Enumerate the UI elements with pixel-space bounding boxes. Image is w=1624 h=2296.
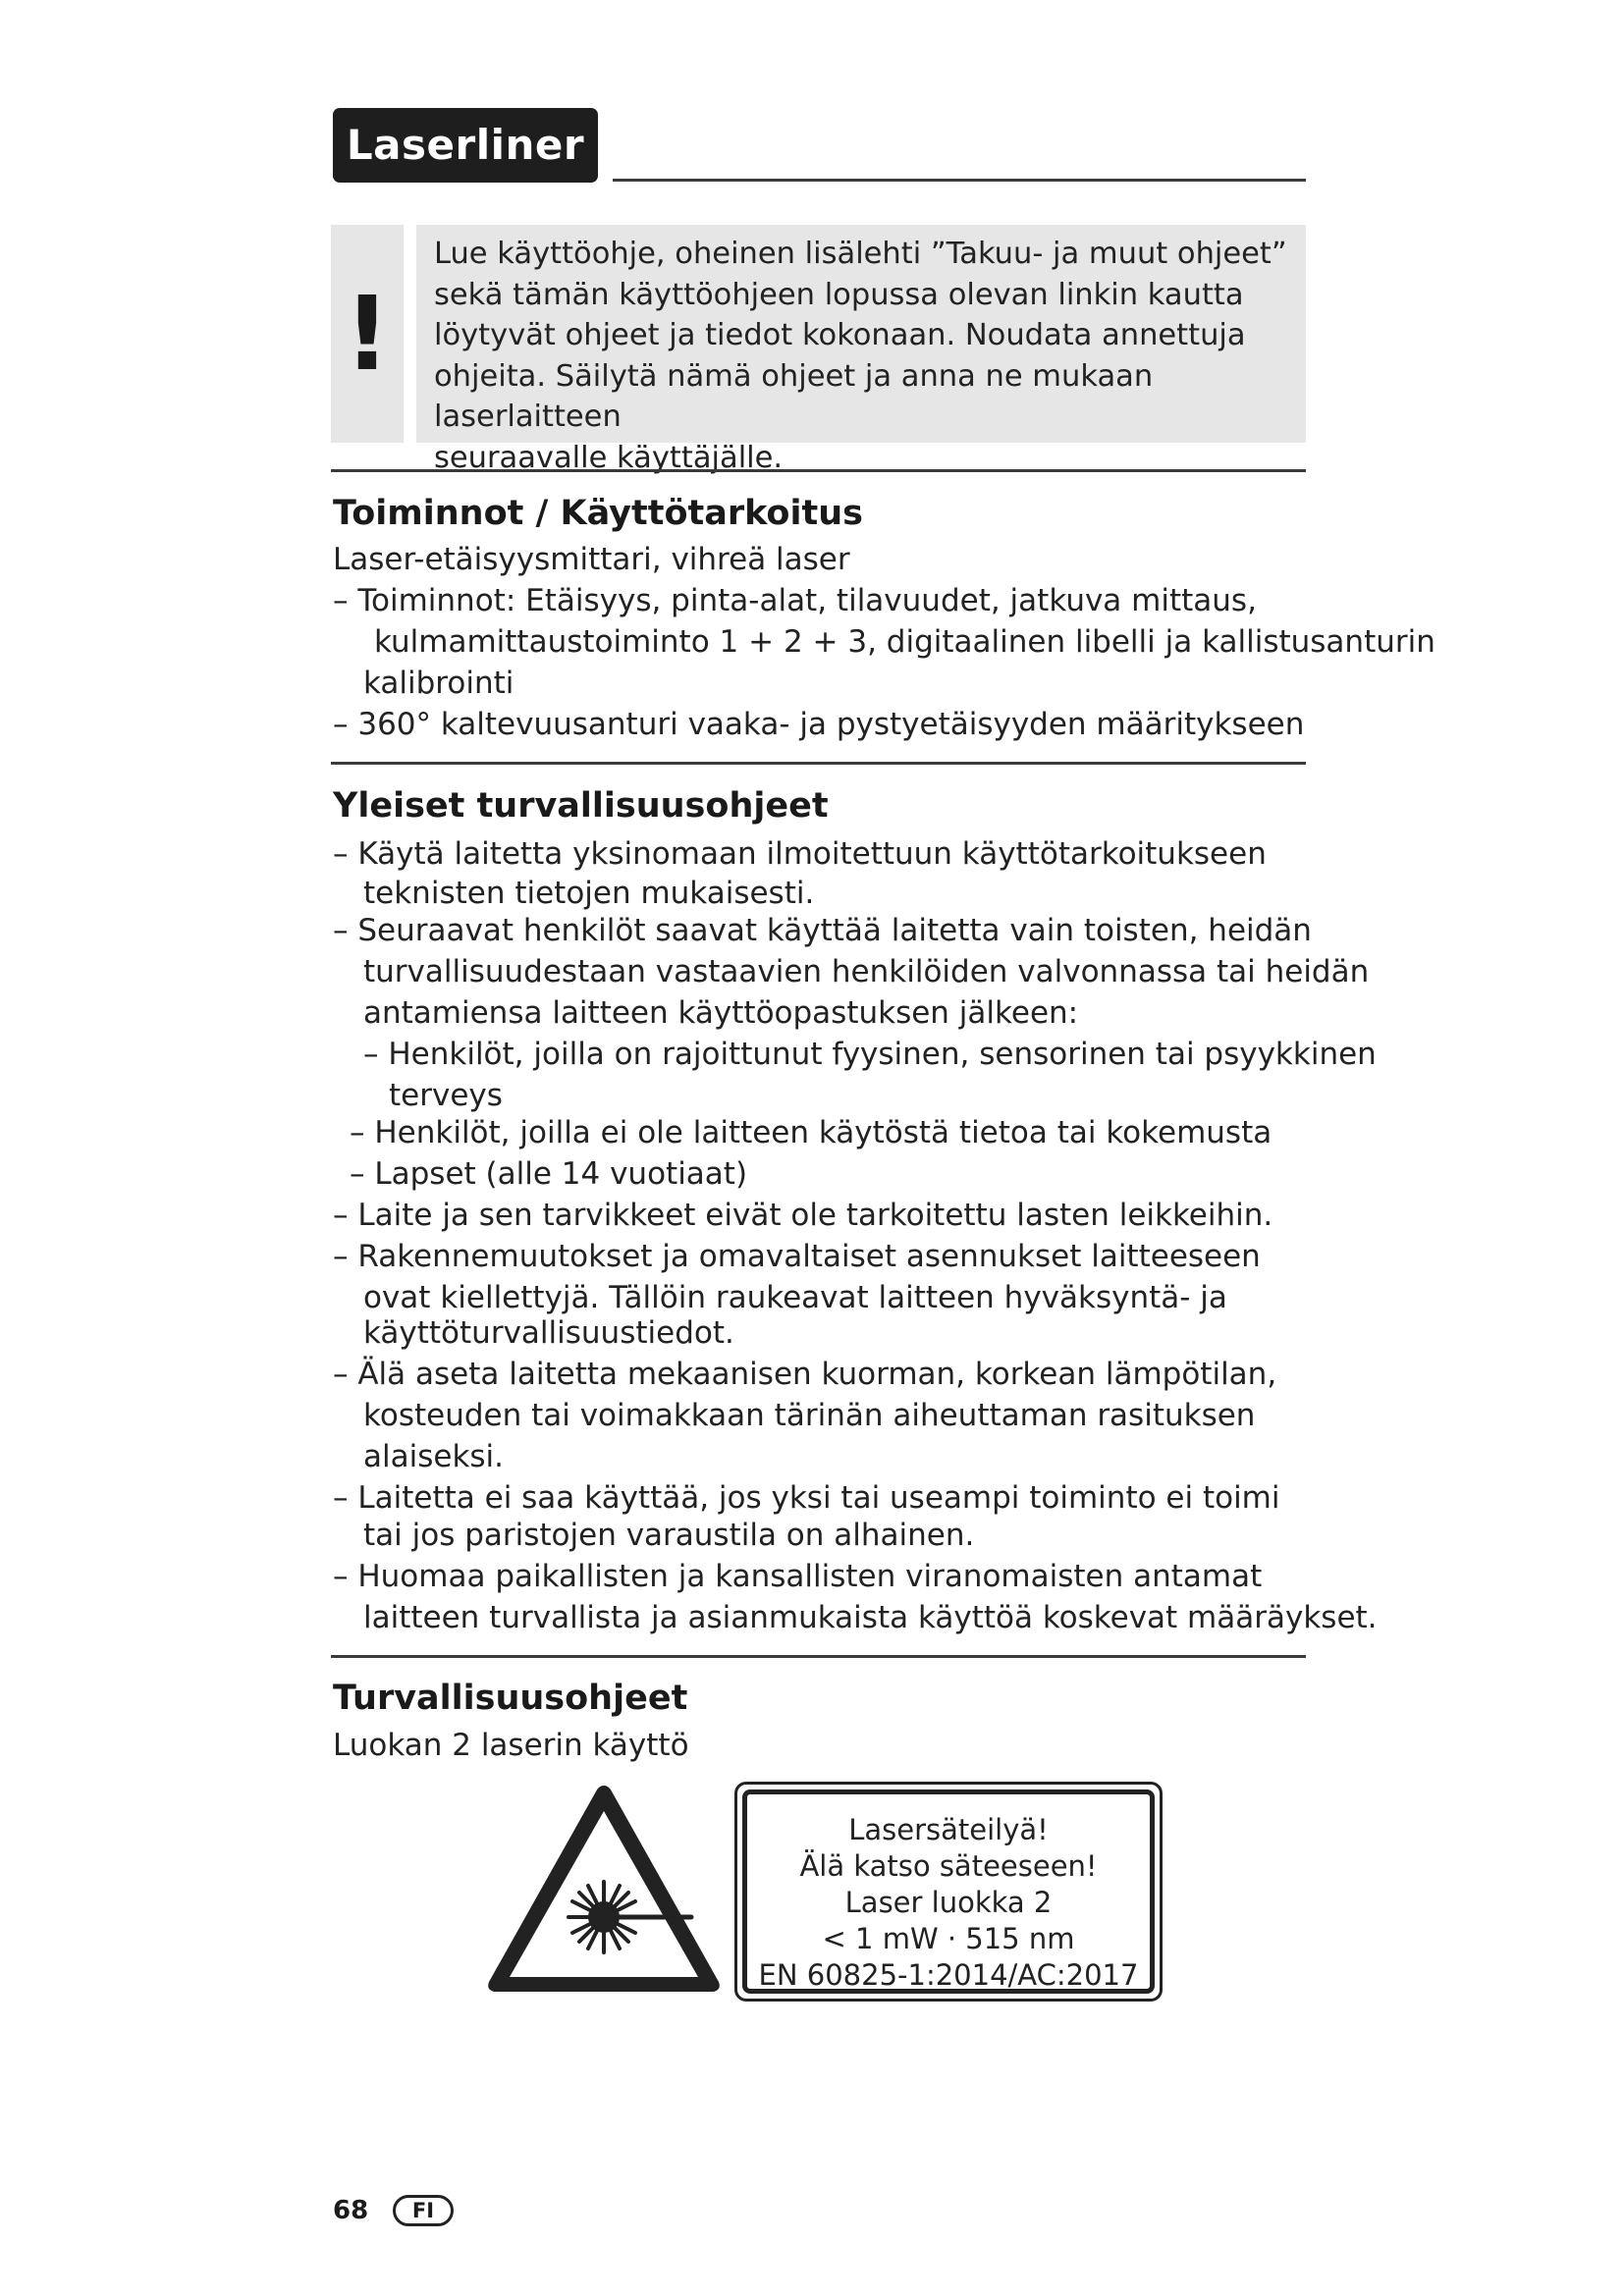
list-item: – 360° kaltevuusanturi vaaka- ja pystyetäisyyden määritykseen	[333, 707, 1305, 742]
header-rule	[613, 179, 1306, 182]
list-item-continuation: alaiseksi.	[363, 1439, 505, 1474]
list-item-continuation: laitteen turvallista ja asianmukaista käyttöä koskevat määräykset.	[363, 1600, 1378, 1635]
page-number: 68	[333, 2196, 369, 2225]
sub-list-item: – Lapset (alle 14 vuotiaat)	[350, 1156, 748, 1192]
list-item-continuation: kalibrointi	[363, 666, 514, 701]
label-line: < 1 mW · 515 nm	[822, 1922, 1075, 1955]
list-item-continuation: tai jos paristojen varaustila on alhainen.	[363, 1518, 975, 1553]
notice-line: löytyvät ohjeet ja tiedot kokonaan. Noudata annettuja	[434, 318, 1246, 352]
section-heading-safety: Turvallisuusohjeet	[333, 1679, 688, 1718]
list-item: – Huomaa paikallisten ja kansallisten viranomaisten antamat	[333, 1559, 1263, 1594]
label-line: Lasersäteilyä!	[848, 1813, 1049, 1846]
list-item: – Laitetta ei saa käyttää, jos yksi tai useampi toiminto ei toimi	[333, 1480, 1280, 1516]
section-rule	[331, 469, 1306, 472]
laser-warning-triangle-icon	[485, 1782, 723, 1996]
exclamation-icon: !	[331, 225, 404, 443]
list-item: – Älä aseta laitetta mekaanisen kuorman, korkean lämpötilan,	[333, 1357, 1277, 1392]
notice-line: ohjeita. Säilytä nämä ohjeet ja anna ne mukaan laserlaitteen	[434, 358, 1154, 434]
list-item: – Laite ja sen tarvikkeet eivät ole tarkoitettu lasten leikkeihin.	[333, 1198, 1273, 1233]
sub-list-item: – Henkilöt, joilla on rajoittunut fyysinen, sensorinen tai psyykkinen	[363, 1037, 1377, 1072]
list-item-continuation: teknisten tietojen mukaisesti.	[363, 876, 815, 911]
list-item: – Käytä laitetta yksinomaan ilmoitettuun käyttötarkoitukseen	[333, 836, 1267, 872]
section-heading-general-safety: Yleiset turvallisuusohjeet	[333, 786, 829, 826]
notice-line: sekä tämän käyttöohjeen lopussa olevan linkin kautta	[434, 277, 1244, 312]
laser-class-label	[734, 1782, 1163, 2002]
section-rule	[331, 762, 1306, 765]
list-item: – Toiminnot: Etäisyys, pinta-alat, tilavuudet, jatkuva mittaus,	[333, 583, 1257, 618]
list-item: – Rakennemuutokset ja omavaltaiset asennukset laitteeseen	[333, 1239, 1261, 1274]
text-line: Laser-etäisyysmittari, vihreä laser	[333, 542, 850, 577]
list-item-continuation: ovat kiellettyjä. Tällöin raukeavat laitteen hyväksyntä- ja	[363, 1280, 1227, 1315]
list-item-continuation: turvallisuudestaan vastaavien henkilöiden valvonnassa tai heidän	[363, 954, 1370, 989]
label-line: EN 60825-1:2014/AC:2017	[758, 1958, 1139, 1992]
list-item-continuation: käyttöturvallisuustiedot.	[363, 1315, 734, 1351]
label-line: Laser luokka 2	[844, 1886, 1053, 1919]
sub-list-item-continuation: terveys	[389, 1078, 503, 1113]
notice-line: Lue käyttöohje, oheinen lisälehti ”Takuu- ja muut ohjeet”	[434, 237, 1287, 271]
section-heading-functions: Toiminnot / Käyttötarkoitus	[333, 494, 863, 533]
language-badge: FI	[393, 2195, 454, 2226]
sub-list-item: – Henkilöt, joilla ei ole laitteen käytöstä tietoa tai kokemusta	[350, 1115, 1272, 1150]
list-item-continuation: antamiensa laitteen käyttöopastuksen jälkeen:	[363, 995, 1079, 1031]
list-item-continuation: kosteuden tai voimakkaan tärinän aiheuttaman rasituksen	[363, 1398, 1256, 1433]
brand-logo: Laserliner	[333, 108, 598, 183]
section-subtitle: Luokan 2 laserin käyttö	[333, 1728, 689, 1763]
list-item: – Seuraavat henkilöt saavat käyttää laitetta vain toisten, heidän	[333, 913, 1312, 948]
label-line: Älä katso säteeseen!	[799, 1849, 1098, 1883]
notice-box	[416, 225, 1306, 475]
section-rule	[331, 1655, 1306, 1658]
list-item-continuation: kulmamittaustoiminto 1 + 2 + 3, digitaalinen libelli ja kallistusanturin	[374, 624, 1435, 660]
notice-line: seuraavalle käyttäjälle.	[434, 440, 784, 475]
